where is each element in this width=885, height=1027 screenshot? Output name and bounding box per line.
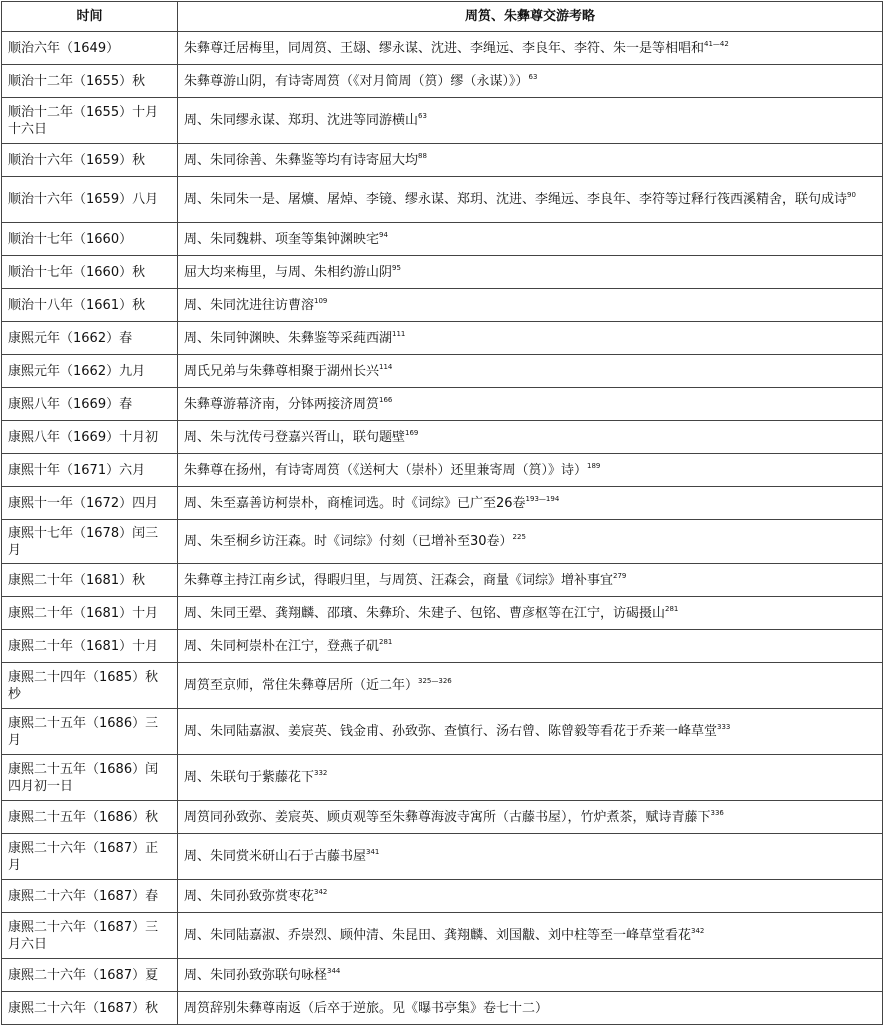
table-row [2,223,883,256]
time-cell: 康熙二十六年（1687）春 [2,880,178,913]
time-cell: 康熙二十五年（1686）秋 [2,801,178,834]
table-row [2,834,883,880]
event-text: 周、朱同徐善、朱彝鉴等均有诗寄屈大均 [184,152,419,168]
table-row [2,289,883,322]
event-cell [178,32,883,65]
event-cell [178,98,883,144]
page-reference: 193—194 [525,494,560,503]
event-text: 周、朱同孙致弥赏枣花 [184,888,315,904]
event-text: 周、朱同朱一是、屠爌、屠焯、李镜、缪永谋、郑玥、沈进、李绳远、李良年、李符等过释行筏西溪精舍，联句成诗 [184,192,848,207]
event-cell [178,959,883,992]
event-cell [178,177,883,223]
time-cell: 顺治十六年（1659）秋 [2,144,178,177]
time-cell: 顺治十七年（1660）秋 [2,256,178,289]
page-reference: 342 [314,887,328,896]
event-cell [178,223,883,256]
event-text: 周、朱同陆嘉淑、乔崇烈、顾仲清、朱昆田、龚翔麟、刘国黻、刘中柱等至一峰草堂看花 [184,928,692,943]
time-cell: 康熙二十六年（1687）正月 [2,834,178,880]
table-row [2,65,883,98]
page-reference: 344 [327,966,341,975]
page-reference: 189 [587,461,601,470]
table-row [2,630,883,663]
event-cell [178,709,883,755]
event-text: 屈大均来梅里，与周、朱相约游山阴 [184,264,393,280]
table-row [2,355,883,388]
header-events: 周筼、朱彝尊交游考略 [178,2,883,32]
page-reference: 166 [379,395,393,404]
table-row [2,913,883,959]
header-row [2,2,883,32]
event-text: 朱彝尊主持江南乡试，得暇归里，与周筼、汪森会，商量《词综》增补事宜 [184,572,614,588]
time-cell: 顺治六年（1649） [2,32,178,65]
event-cell [178,454,883,487]
table-body [2,32,883,1025]
time-cell: 顺治十六年（1659）八月 [2,177,178,223]
table-row [2,98,883,144]
table-row [2,959,883,992]
page-reference: 325—326 [418,677,452,685]
event-cell [178,992,883,1025]
page-reference: 63 [418,112,427,120]
time-cell: 康熙八年（1669）十月初 [2,421,178,454]
table-row [2,388,883,421]
page-reference: 281 [379,637,393,646]
event-cell [178,355,883,388]
time-cell: 康熙十一年（1672）四月 [2,487,178,520]
event-text: 周、朱同缪永谋、郑玥、沈进等同游横山 [184,113,419,128]
page-reference: 63 [528,72,538,81]
time-cell: 顺治十二年（1655）秋 [2,65,178,98]
time-cell: 康熙二十五年（1686）三月 [2,709,178,755]
page-reference: 225 [512,533,526,541]
event-text: 周、朱同王翚、龚翔麟、邵璸、朱彝玠、朱建子、包铭、曹彦枢等在江宁，访碣摄山 [184,605,666,621]
table-row [2,880,883,913]
table-row [2,597,883,630]
time-cell: 康熙二十年（1681）秋 [2,564,178,597]
time-cell: 顺治十七年（1660） [2,223,178,256]
time-cell: 康熙十年（1671）六月 [2,454,178,487]
time-cell: 顺治十二年（1655）十月十六日 [2,98,178,144]
page-reference: 95 [392,263,401,272]
event-text: 朱彝尊迁居梅里，同周筼、王翃、缪永谋、沈进、李绳远、李良年、李符、朱一是等相唱和 [184,40,705,56]
page-reference: 41—42 [704,39,729,48]
event-cell [178,834,883,880]
page-reference: 336 [710,808,724,817]
event-text: 朱彝尊在扬州，有诗寄周筼（《送柯大（崇朴）还里兼寄周（筼）》诗） [184,462,588,478]
event-text: 周筼至京师，常住朱彝尊居所（近二年） [184,678,419,693]
time-cell: 康熙二十年（1681）十月 [2,597,178,630]
table-row [2,755,883,801]
event-cell [178,421,883,454]
event-text: 周、朱同赏米研山石于古藤书屋 [184,849,367,864]
page-reference: 169 [405,428,419,437]
event-cell [178,913,883,959]
table-row [2,32,883,65]
table-row [2,421,883,454]
event-text: 周、朱同魏耕、项奎等集钟渊映宅 [184,231,380,247]
time-cell: 康熙八年（1669）春 [2,388,178,421]
event-text: 朱彝尊游山阴，有诗寄周筼（《对月简周（筼）缪（永谋）》） [184,73,529,89]
time-cell: 顺治十八年（1661）秋 [2,289,178,322]
event-cell [178,520,883,564]
event-text: 周、朱同柯崇朴在江宁，登燕子矶 [184,638,380,654]
event-text: 周、朱同陆嘉淑、姜宸英、钱金甫、孙致弥、查慎行、汤右曾、陈曾毅等看花于乔莱一峰草堂 [184,724,718,739]
event-cell [178,289,883,322]
table-row [2,663,883,709]
event-cell [178,630,883,663]
event-text: 周氏兄弟与朱彝尊相聚于湖州长兴 [184,363,380,379]
page-reference: 94 [379,230,388,239]
page-reference: 341 [366,848,380,856]
time-cell: 康熙二十六年（1687）三月六日 [2,913,178,959]
table-row [2,520,883,564]
table-row [2,487,883,520]
event-text: 周、朱同钟渊映、朱彝鉴等采莼西湖 [184,330,393,346]
event-cell [178,663,883,709]
chronology-table [1,1,883,1025]
event-cell [178,65,883,98]
event-text: 朱彝尊游幕济南，分钵两接济周筼 [184,396,380,412]
event-cell [178,388,883,421]
event-text: 周、朱同孙致弥联句咏柽 [184,967,328,983]
page-reference: 333 [717,723,731,731]
event-cell [178,256,883,289]
event-text: 周、朱与沈传弓登嘉兴胥山，联句题壁 [184,429,406,445]
time-cell: 康熙二十五年（1686）闰四月初一日 [2,755,178,801]
event-cell [178,144,883,177]
event-cell [178,322,883,355]
event-cell [178,801,883,834]
event-text: 周、朱至桐乡访汪森。时《词综》付刻（已增补至30卷） [184,534,513,549]
table-row [2,709,883,755]
table-row [2,177,883,223]
event-cell [178,487,883,520]
time-cell: 康熙二十四年（1685）秋杪 [2,663,178,709]
page-reference: 111 [392,329,406,338]
time-cell: 康熙元年（1662）春 [2,322,178,355]
time-cell: 康熙元年（1662）九月 [2,355,178,388]
event-cell [178,597,883,630]
page-reference: 114 [379,362,393,371]
time-cell: 康熙二十年（1681）十月 [2,630,178,663]
event-cell [178,755,883,801]
page-reference: 109 [314,296,328,305]
table-row [2,256,883,289]
event-text: 周、朱至嘉善访柯崇朴，商榷词选。时《词综》已广至26卷 [184,495,526,511]
event-cell [178,880,883,913]
page-reference: 342 [691,927,705,935]
event-text: 周筼辞别朱彝尊南返（后卒于逆旅。见《曝书亭集》卷七十二） [184,1000,549,1016]
time-cell: 康熙二十六年（1687）秋 [2,992,178,1025]
page-reference: 88 [418,151,427,160]
table-row [2,322,883,355]
page-reference: 281 [665,604,679,613]
event-text: 周筼同孙致弥、姜宸英、顾贞观等至朱彝尊海波寺寓所（古藤书屋），竹炉煮茶，赋诗青藤下 [184,809,711,825]
page-reference: 90 [847,191,856,199]
page-reference: 279 [613,571,627,580]
table-row [2,144,883,177]
header-time: 时间 [2,2,178,32]
event-text: 周、朱同沈进往访曹溶 [184,297,315,313]
table-row [2,992,883,1025]
table-row [2,454,883,487]
time-cell: 康熙二十六年（1687）夏 [2,959,178,992]
time-cell: 康熙十七年（1678）闰三月 [2,520,178,564]
page-reference: 332 [314,769,328,777]
table-row [2,564,883,597]
table-row [2,801,883,834]
event-cell [178,564,883,597]
event-text: 周、朱联句于紫藤花下 [184,770,315,785]
